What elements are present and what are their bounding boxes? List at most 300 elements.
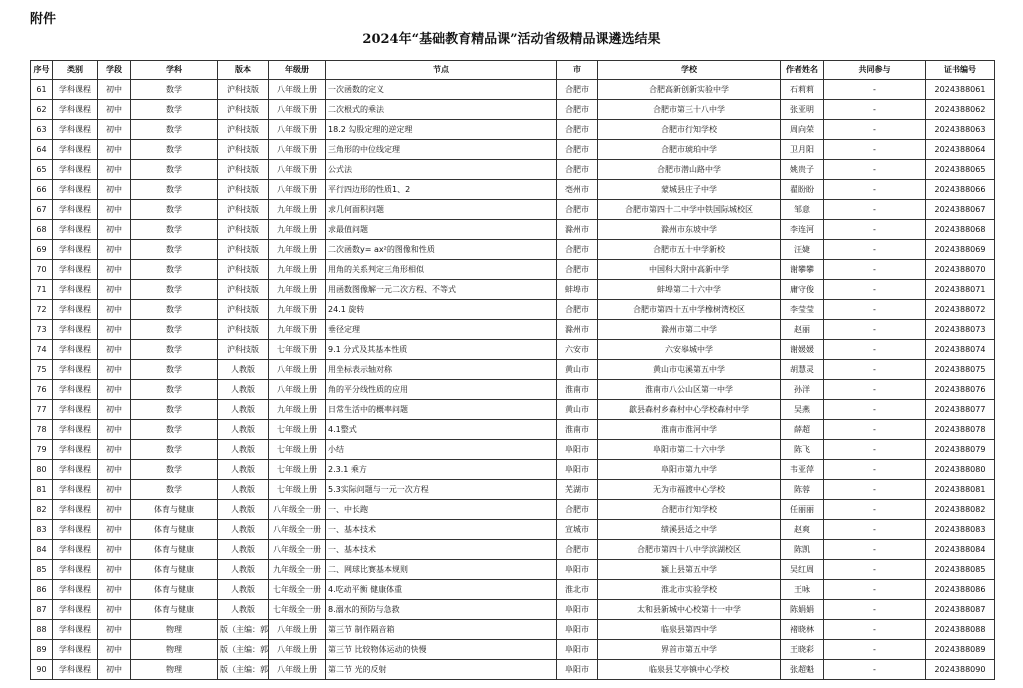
cell-subject: 数学 bbox=[131, 420, 218, 440]
cell-certificate-no: 2024388066 bbox=[926, 180, 995, 200]
cell-seq: 61 bbox=[31, 80, 53, 100]
table-row bbox=[31, 200, 995, 220]
results-table bbox=[30, 60, 995, 680]
cell-seq: 81 bbox=[31, 480, 53, 500]
cell-category: 学科课程 bbox=[53, 440, 98, 460]
cell-co-participant: - bbox=[824, 600, 926, 620]
cell-certificate-no: 2024388064 bbox=[926, 140, 995, 160]
cell-certificate-no: 2024388074 bbox=[926, 340, 995, 360]
cell-certificate-no: 2024388088 bbox=[926, 620, 995, 640]
cell-seq: 76 bbox=[31, 380, 53, 400]
cell-certificate-no: 2024388078 bbox=[926, 420, 995, 440]
cell-seq: 74 bbox=[31, 340, 53, 360]
attachment-label: 附件 bbox=[30, 12, 57, 27]
cell-lesson-node: 二次函数y= ax²的图像和性质 bbox=[326, 240, 557, 260]
cell-school: 合肥市潜山路中学 bbox=[598, 160, 781, 180]
cell-grade-volume: 九年级下册 bbox=[269, 320, 326, 340]
cell-city: 蚌埠市 bbox=[557, 280, 598, 300]
cell-subject: 数学 bbox=[131, 240, 218, 260]
cell-co-participant: - bbox=[824, 180, 926, 200]
cell-stage: 初中 bbox=[98, 280, 131, 300]
cell-author: 谢攀攀 bbox=[781, 260, 824, 280]
cell-grade-volume: 七年级上册 bbox=[269, 420, 326, 440]
cell-lesson-node: 平行四边形的性质1、2 bbox=[326, 180, 557, 200]
cell-lesson-node: 9.1 分式及其基本性质 bbox=[326, 340, 557, 360]
cell-school: 歙县森村乡森村中心学校森村中学 bbox=[598, 400, 781, 420]
cell-certificate-no: 2024388082 bbox=[926, 500, 995, 520]
cell-stage: 初中 bbox=[98, 420, 131, 440]
cell-author: 翟盼盼 bbox=[781, 180, 824, 200]
cell-grade-volume: 九年级下册 bbox=[269, 300, 326, 320]
cell-grade-volume: 八年级上册 bbox=[269, 640, 326, 660]
cell-stage: 初中 bbox=[98, 140, 131, 160]
cell-co-participant: - bbox=[824, 140, 926, 160]
cell-city: 合肥市 bbox=[557, 100, 598, 120]
cell-lesson-node: 4.吃动平衡 健康体重 bbox=[326, 580, 557, 600]
cell-school: 滁州市东坡中学 bbox=[598, 220, 781, 240]
cell-category: 学科课程 bbox=[53, 560, 98, 580]
cell-seq: 68 bbox=[31, 220, 53, 240]
cell-category: 学科课程 bbox=[53, 200, 98, 220]
cell-subject: 物理 bbox=[131, 640, 218, 660]
cell-subject: 数学 bbox=[131, 440, 218, 460]
cell-author: 卫月阳 bbox=[781, 140, 824, 160]
table-row bbox=[31, 100, 995, 120]
table-row bbox=[31, 340, 995, 360]
cell-author: 王咏 bbox=[781, 580, 824, 600]
cell-seq: 70 bbox=[31, 260, 53, 280]
cell-grade-volume: 七年级全一册 bbox=[269, 580, 326, 600]
table-row bbox=[31, 660, 995, 680]
cell-co-participant: - bbox=[824, 580, 926, 600]
cell-grade-volume: 九年级上册 bbox=[269, 400, 326, 420]
cell-lesson-node: 第二节 光的反射 bbox=[326, 660, 557, 680]
cell-subject: 体育与健康 bbox=[131, 520, 218, 540]
table-row bbox=[31, 80, 995, 100]
cell-co-participant: - bbox=[824, 240, 926, 260]
cell-author: 张亚明 bbox=[781, 100, 824, 120]
cell-category: 学科课程 bbox=[53, 420, 98, 440]
cell-city: 六安市 bbox=[557, 340, 598, 360]
cell-city: 合肥市 bbox=[557, 540, 598, 560]
cell-subject: 数学 bbox=[131, 360, 218, 380]
cell-edition: 人教版 bbox=[218, 460, 269, 480]
column-header-grade-volume: 年级册 bbox=[269, 61, 326, 80]
cell-author: 薛超 bbox=[781, 420, 824, 440]
column-header-stage: 学段 bbox=[98, 61, 131, 80]
cell-co-participant: - bbox=[824, 340, 926, 360]
table-row bbox=[31, 120, 995, 140]
cell-seq: 64 bbox=[31, 140, 53, 160]
column-header-school: 学校 bbox=[598, 61, 781, 80]
cell-certificate-no: 2024388079 bbox=[926, 440, 995, 460]
cell-stage: 初中 bbox=[98, 180, 131, 200]
cell-school: 太和县新城中心校第十一中学 bbox=[598, 600, 781, 620]
cell-certificate-no: 2024388073 bbox=[926, 320, 995, 340]
cell-subject: 数学 bbox=[131, 260, 218, 280]
cell-author: 赵爽 bbox=[781, 520, 824, 540]
cell-lesson-node: 第三节 制作隔音箱 bbox=[326, 620, 557, 640]
cell-seq: 89 bbox=[31, 640, 53, 660]
cell-city: 阜阳市 bbox=[557, 440, 598, 460]
cell-grade-volume: 九年级全一册 bbox=[269, 560, 326, 580]
cell-stage: 初中 bbox=[98, 660, 131, 680]
cell-school: 颍上县第五中学 bbox=[598, 560, 781, 580]
cell-co-participant: - bbox=[824, 660, 926, 680]
column-header-lesson-node: 节点 bbox=[326, 61, 557, 80]
cell-school: 淮南市八公山区第一中学 bbox=[598, 380, 781, 400]
cell-author: 褚晓林 bbox=[781, 620, 824, 640]
cell-category: 学科课程 bbox=[53, 140, 98, 160]
cell-lesson-node: 求最值问题 bbox=[326, 220, 557, 240]
cell-category: 学科课程 bbox=[53, 540, 98, 560]
cell-seq: 82 bbox=[31, 500, 53, 520]
cell-author: 陈凯 bbox=[781, 540, 824, 560]
cell-certificate-no: 2024388086 bbox=[926, 580, 995, 600]
cell-lesson-node: 三角形的中位线定理 bbox=[326, 140, 557, 160]
cell-grade-volume: 八年级下册 bbox=[269, 180, 326, 200]
cell-stage: 初中 bbox=[98, 160, 131, 180]
cell-seq: 65 bbox=[31, 160, 53, 180]
table-row bbox=[31, 280, 995, 300]
cell-city: 阜阳市 bbox=[557, 660, 598, 680]
table-row bbox=[31, 460, 995, 480]
cell-co-participant: - bbox=[824, 200, 926, 220]
cell-author: 王晓彩 bbox=[781, 640, 824, 660]
cell-school: 合肥市第三十八中学 bbox=[598, 100, 781, 120]
cell-subject: 数学 bbox=[131, 280, 218, 300]
cell-co-participant: - bbox=[824, 220, 926, 240]
cell-category: 学科课程 bbox=[53, 380, 98, 400]
column-header-certificate-no: 证书编号 bbox=[926, 61, 995, 80]
cell-subject: 物理 bbox=[131, 660, 218, 680]
cell-seq: 71 bbox=[31, 280, 53, 300]
cell-seq: 86 bbox=[31, 580, 53, 600]
cell-stage: 初中 bbox=[98, 640, 131, 660]
cell-school: 中国科大附中高新中学 bbox=[598, 260, 781, 280]
table-row bbox=[31, 180, 995, 200]
cell-author: 陈娟娟 bbox=[781, 600, 824, 620]
cell-certificate-no: 2024388070 bbox=[926, 260, 995, 280]
cell-category: 学科课程 bbox=[53, 340, 98, 360]
cell-stage: 初中 bbox=[98, 440, 131, 460]
document-title: 2024年“基础教育精品课”活动省级精品课遴选结果 bbox=[362, 32, 661, 47]
cell-stage: 初中 bbox=[98, 400, 131, 420]
cell-stage: 初中 bbox=[98, 580, 131, 600]
cell-lesson-node: 角的平分线性质的应用 bbox=[326, 380, 557, 400]
cell-edition: 人教版 bbox=[218, 560, 269, 580]
cell-co-participant: - bbox=[824, 360, 926, 380]
cell-grade-volume: 九年级上册 bbox=[269, 220, 326, 240]
cell-subject: 数学 bbox=[131, 220, 218, 240]
cell-edition: 沪科技版 bbox=[218, 300, 269, 320]
cell-seq: 78 bbox=[31, 420, 53, 440]
cell-lesson-node: 18.2 勾股定理的逆定理 bbox=[326, 120, 557, 140]
cell-seq: 66 bbox=[31, 180, 53, 200]
table-row bbox=[31, 220, 995, 240]
cell-city: 合肥市 bbox=[557, 80, 598, 100]
cell-category: 学科课程 bbox=[53, 240, 98, 260]
cell-category: 学科课程 bbox=[53, 400, 98, 420]
cell-edition: 沪科技版 bbox=[218, 180, 269, 200]
cell-subject: 数学 bbox=[131, 400, 218, 420]
table-row bbox=[31, 640, 995, 660]
cell-grade-volume: 八年级全一册 bbox=[269, 520, 326, 540]
cell-stage: 初中 bbox=[98, 500, 131, 520]
column-header-city: 市 bbox=[557, 61, 598, 80]
cell-lesson-node: 4.1整式 bbox=[326, 420, 557, 440]
cell-category: 学科课程 bbox=[53, 600, 98, 620]
cell-certificate-no: 2024388083 bbox=[926, 520, 995, 540]
cell-edition: 人教版 bbox=[218, 600, 269, 620]
cell-city: 阜阳市 bbox=[557, 460, 598, 480]
table-row bbox=[31, 440, 995, 460]
table-row bbox=[31, 380, 995, 400]
cell-certificate-no: 2024388065 bbox=[926, 160, 995, 180]
table-row bbox=[31, 240, 995, 260]
cell-edition: 人教版 bbox=[218, 360, 269, 380]
cell-stage: 初中 bbox=[98, 100, 131, 120]
cell-city: 黄山市 bbox=[557, 400, 598, 420]
cell-city: 阜阳市 bbox=[557, 560, 598, 580]
cell-category: 学科课程 bbox=[53, 120, 98, 140]
cell-stage: 初中 bbox=[98, 560, 131, 580]
cell-grade-volume: 八年级上册 bbox=[269, 660, 326, 680]
cell-stage: 初中 bbox=[98, 200, 131, 220]
cell-co-participant: - bbox=[824, 300, 926, 320]
cell-certificate-no: 2024388061 bbox=[926, 80, 995, 100]
cell-lesson-node: 一、基本技术 bbox=[326, 540, 557, 560]
cell-seq: 80 bbox=[31, 460, 53, 480]
cell-author: 陈飞 bbox=[781, 440, 824, 460]
cell-seq: 85 bbox=[31, 560, 53, 580]
cell-lesson-node: 垂径定理 bbox=[326, 320, 557, 340]
cell-author: 石莉莉 bbox=[781, 80, 824, 100]
cell-co-participant: - bbox=[824, 260, 926, 280]
cell-certificate-no: 2024388075 bbox=[926, 360, 995, 380]
cell-subject: 物理 bbox=[131, 620, 218, 640]
cell-category: 学科课程 bbox=[53, 580, 98, 600]
table-row bbox=[31, 500, 995, 520]
cell-stage: 初中 bbox=[98, 460, 131, 480]
cell-seq: 62 bbox=[31, 100, 53, 120]
cell-subject: 数学 bbox=[131, 180, 218, 200]
table-row bbox=[31, 580, 995, 600]
cell-author: 陈蓉 bbox=[781, 480, 824, 500]
cell-edition: 人教版 bbox=[218, 440, 269, 460]
cell-edition: 沪科技版 bbox=[218, 260, 269, 280]
cell-certificate-no: 2024388072 bbox=[926, 300, 995, 320]
cell-city: 合肥市 bbox=[557, 240, 598, 260]
column-header-edition: 版本 bbox=[218, 61, 269, 80]
cell-stage: 初中 bbox=[98, 600, 131, 620]
cell-grade-volume: 九年级上册 bbox=[269, 260, 326, 280]
cell-stage: 初中 bbox=[98, 240, 131, 260]
cell-subject: 数学 bbox=[131, 160, 218, 180]
column-header-author: 作者姓名 bbox=[781, 61, 824, 80]
cell-subject: 数学 bbox=[131, 200, 218, 220]
cell-city: 合肥市 bbox=[557, 500, 598, 520]
cell-category: 学科课程 bbox=[53, 620, 98, 640]
cell-grade-volume: 九年级上册 bbox=[269, 200, 326, 220]
cell-subject: 体育与健康 bbox=[131, 580, 218, 600]
cell-school: 合肥市行知学校 bbox=[598, 120, 781, 140]
cell-lesson-node: 用函数图像解一元二次方程、不等式 bbox=[326, 280, 557, 300]
cell-edition: 人教版 bbox=[218, 380, 269, 400]
cell-certificate-no: 2024388062 bbox=[926, 100, 995, 120]
cell-school: 蒙城县庄子中学 bbox=[598, 180, 781, 200]
cell-stage: 初中 bbox=[98, 480, 131, 500]
cell-school: 蚌埠第二十六中学 bbox=[598, 280, 781, 300]
cell-school: 临泉县艾亭镇中心学校 bbox=[598, 660, 781, 680]
cell-seq: 79 bbox=[31, 440, 53, 460]
cell-city: 淮北市 bbox=[557, 580, 598, 600]
cell-certificate-no: 2024388067 bbox=[926, 200, 995, 220]
cell-author: 庸守俊 bbox=[781, 280, 824, 300]
cell-city: 淮南市 bbox=[557, 420, 598, 440]
cell-lesson-node: 第三节 比较物体运动的快慢 bbox=[326, 640, 557, 660]
table-row bbox=[31, 480, 995, 500]
cell-subject: 体育与健康 bbox=[131, 500, 218, 520]
cell-seq: 73 bbox=[31, 320, 53, 340]
cell-stage: 初中 bbox=[98, 520, 131, 540]
column-header-seq: 序号 bbox=[31, 61, 53, 80]
table-row bbox=[31, 260, 995, 280]
cell-certificate-no: 2024388077 bbox=[926, 400, 995, 420]
cell-certificate-no: 2024388069 bbox=[926, 240, 995, 260]
table-row bbox=[31, 520, 995, 540]
cell-edition: 沪科技版 bbox=[218, 160, 269, 180]
cell-category: 学科课程 bbox=[53, 660, 98, 680]
column-header-subject: 学科 bbox=[131, 61, 218, 80]
cell-grade-volume: 七年级上册 bbox=[269, 460, 326, 480]
cell-co-participant: - bbox=[824, 100, 926, 120]
cell-seq: 63 bbox=[31, 120, 53, 140]
cell-certificate-no: 2024388071 bbox=[926, 280, 995, 300]
table-row bbox=[31, 360, 995, 380]
cell-stage: 初中 bbox=[98, 320, 131, 340]
cell-author: 邹意 bbox=[781, 200, 824, 220]
cell-city: 合肥市 bbox=[557, 160, 598, 180]
cell-grade-volume: 九年级上册 bbox=[269, 280, 326, 300]
cell-stage: 初中 bbox=[98, 220, 131, 240]
table-row bbox=[31, 400, 995, 420]
table-row bbox=[31, 620, 995, 640]
cell-author: 姚贵子 bbox=[781, 160, 824, 180]
cell-subject: 体育与健康 bbox=[131, 600, 218, 620]
cell-lesson-node: 5.3实际问题与一元一次方程 bbox=[326, 480, 557, 500]
cell-grade-volume: 八年级下册 bbox=[269, 120, 326, 140]
cell-city: 合肥市 bbox=[557, 140, 598, 160]
cell-seq: 87 bbox=[31, 600, 53, 620]
cell-stage: 初中 bbox=[98, 260, 131, 280]
cell-seq: 90 bbox=[31, 660, 53, 680]
cell-lesson-node: 小结 bbox=[326, 440, 557, 460]
table-row bbox=[31, 160, 995, 180]
cell-grade-volume: 七年级下册 bbox=[269, 340, 326, 360]
cell-certificate-no: 2024388080 bbox=[926, 460, 995, 480]
table-row bbox=[31, 320, 995, 340]
cell-school: 合肥市琥珀中学 bbox=[598, 140, 781, 160]
cell-edition: 沪科技版 bbox=[218, 240, 269, 260]
cell-co-participant: - bbox=[824, 420, 926, 440]
cell-lesson-node: 一次函数的定义 bbox=[326, 80, 557, 100]
cell-certificate-no: 2024388090 bbox=[926, 660, 995, 680]
cell-subject: 数学 bbox=[131, 80, 218, 100]
cell-school: 合肥市第四十八中学滨湖校区 bbox=[598, 540, 781, 560]
cell-co-participant: - bbox=[824, 380, 926, 400]
cell-lesson-node: 用角的关系判定三角形相似 bbox=[326, 260, 557, 280]
cell-city: 亳州市 bbox=[557, 180, 598, 200]
cell-stage: 初中 bbox=[98, 80, 131, 100]
cell-stage: 初中 bbox=[98, 540, 131, 560]
cell-co-participant: - bbox=[824, 520, 926, 540]
cell-edition: 沪科技版 bbox=[218, 200, 269, 220]
cell-subject: 体育与健康 bbox=[131, 560, 218, 580]
cell-school: 合肥市第四十五中学橡树湾校区 bbox=[598, 300, 781, 320]
cell-city: 合肥市 bbox=[557, 300, 598, 320]
cell-certificate-no: 2024388076 bbox=[926, 380, 995, 400]
cell-city: 滁州市 bbox=[557, 220, 598, 240]
cell-seq: 84 bbox=[31, 540, 53, 560]
cell-school: 淮北市实验学校 bbox=[598, 580, 781, 600]
cell-category: 学科课程 bbox=[53, 480, 98, 500]
cell-lesson-node: 24.1 旋转 bbox=[326, 300, 557, 320]
cell-city: 合肥市 bbox=[557, 260, 598, 280]
cell-co-participant: - bbox=[824, 80, 926, 100]
cell-co-participant: - bbox=[824, 460, 926, 480]
cell-author: 谢媛媛 bbox=[781, 340, 824, 360]
cell-lesson-node: 一、中长跑 bbox=[326, 500, 557, 520]
table-row bbox=[31, 540, 995, 560]
cell-school: 黄山市屯溪第五中学 bbox=[598, 360, 781, 380]
cell-school: 合肥市行知学校 bbox=[598, 500, 781, 520]
cell-seq: 83 bbox=[31, 520, 53, 540]
cell-lesson-node: 一、基本技术 bbox=[326, 520, 557, 540]
column-header-category: 类别 bbox=[53, 61, 98, 80]
cell-school: 无为市福渡中心学校 bbox=[598, 480, 781, 500]
cell-subject: 数学 bbox=[131, 140, 218, 160]
table-header bbox=[31, 61, 995, 80]
cell-stage: 初中 bbox=[98, 120, 131, 140]
cell-edition: 沪科技版 bbox=[218, 100, 269, 120]
table-row bbox=[31, 140, 995, 160]
cell-stage: 初中 bbox=[98, 340, 131, 360]
cell-category: 学科课程 bbox=[53, 100, 98, 120]
cell-edition: 沪科技版 bbox=[218, 120, 269, 140]
cell-author: 李莹莹 bbox=[781, 300, 824, 320]
cell-school: 六安皋城中学 bbox=[598, 340, 781, 360]
cell-co-participant: - bbox=[824, 500, 926, 520]
cell-city: 宣城市 bbox=[557, 520, 598, 540]
cell-author: 任丽丽 bbox=[781, 500, 824, 520]
cell-category: 学科课程 bbox=[53, 80, 98, 100]
cell-school: 阜阳市第九中学 bbox=[598, 460, 781, 480]
cell-author: 吴燕 bbox=[781, 400, 824, 420]
cell-subject: 数学 bbox=[131, 320, 218, 340]
cell-category: 学科课程 bbox=[53, 320, 98, 340]
cell-school: 滁州市第二中学 bbox=[598, 320, 781, 340]
cell-seq: 69 bbox=[31, 240, 53, 260]
cell-school: 临泉县第四中学 bbox=[598, 620, 781, 640]
cell-edition: 人教版 bbox=[218, 540, 269, 560]
cell-grade-volume: 八年级下册 bbox=[269, 100, 326, 120]
cell-edition: 沪科技版 bbox=[218, 220, 269, 240]
cell-city: 阜阳市 bbox=[557, 640, 598, 660]
cell-grade-volume: 七年级上册 bbox=[269, 440, 326, 460]
cell-author: 周向荣 bbox=[781, 120, 824, 140]
cell-subject: 数学 bbox=[131, 300, 218, 320]
